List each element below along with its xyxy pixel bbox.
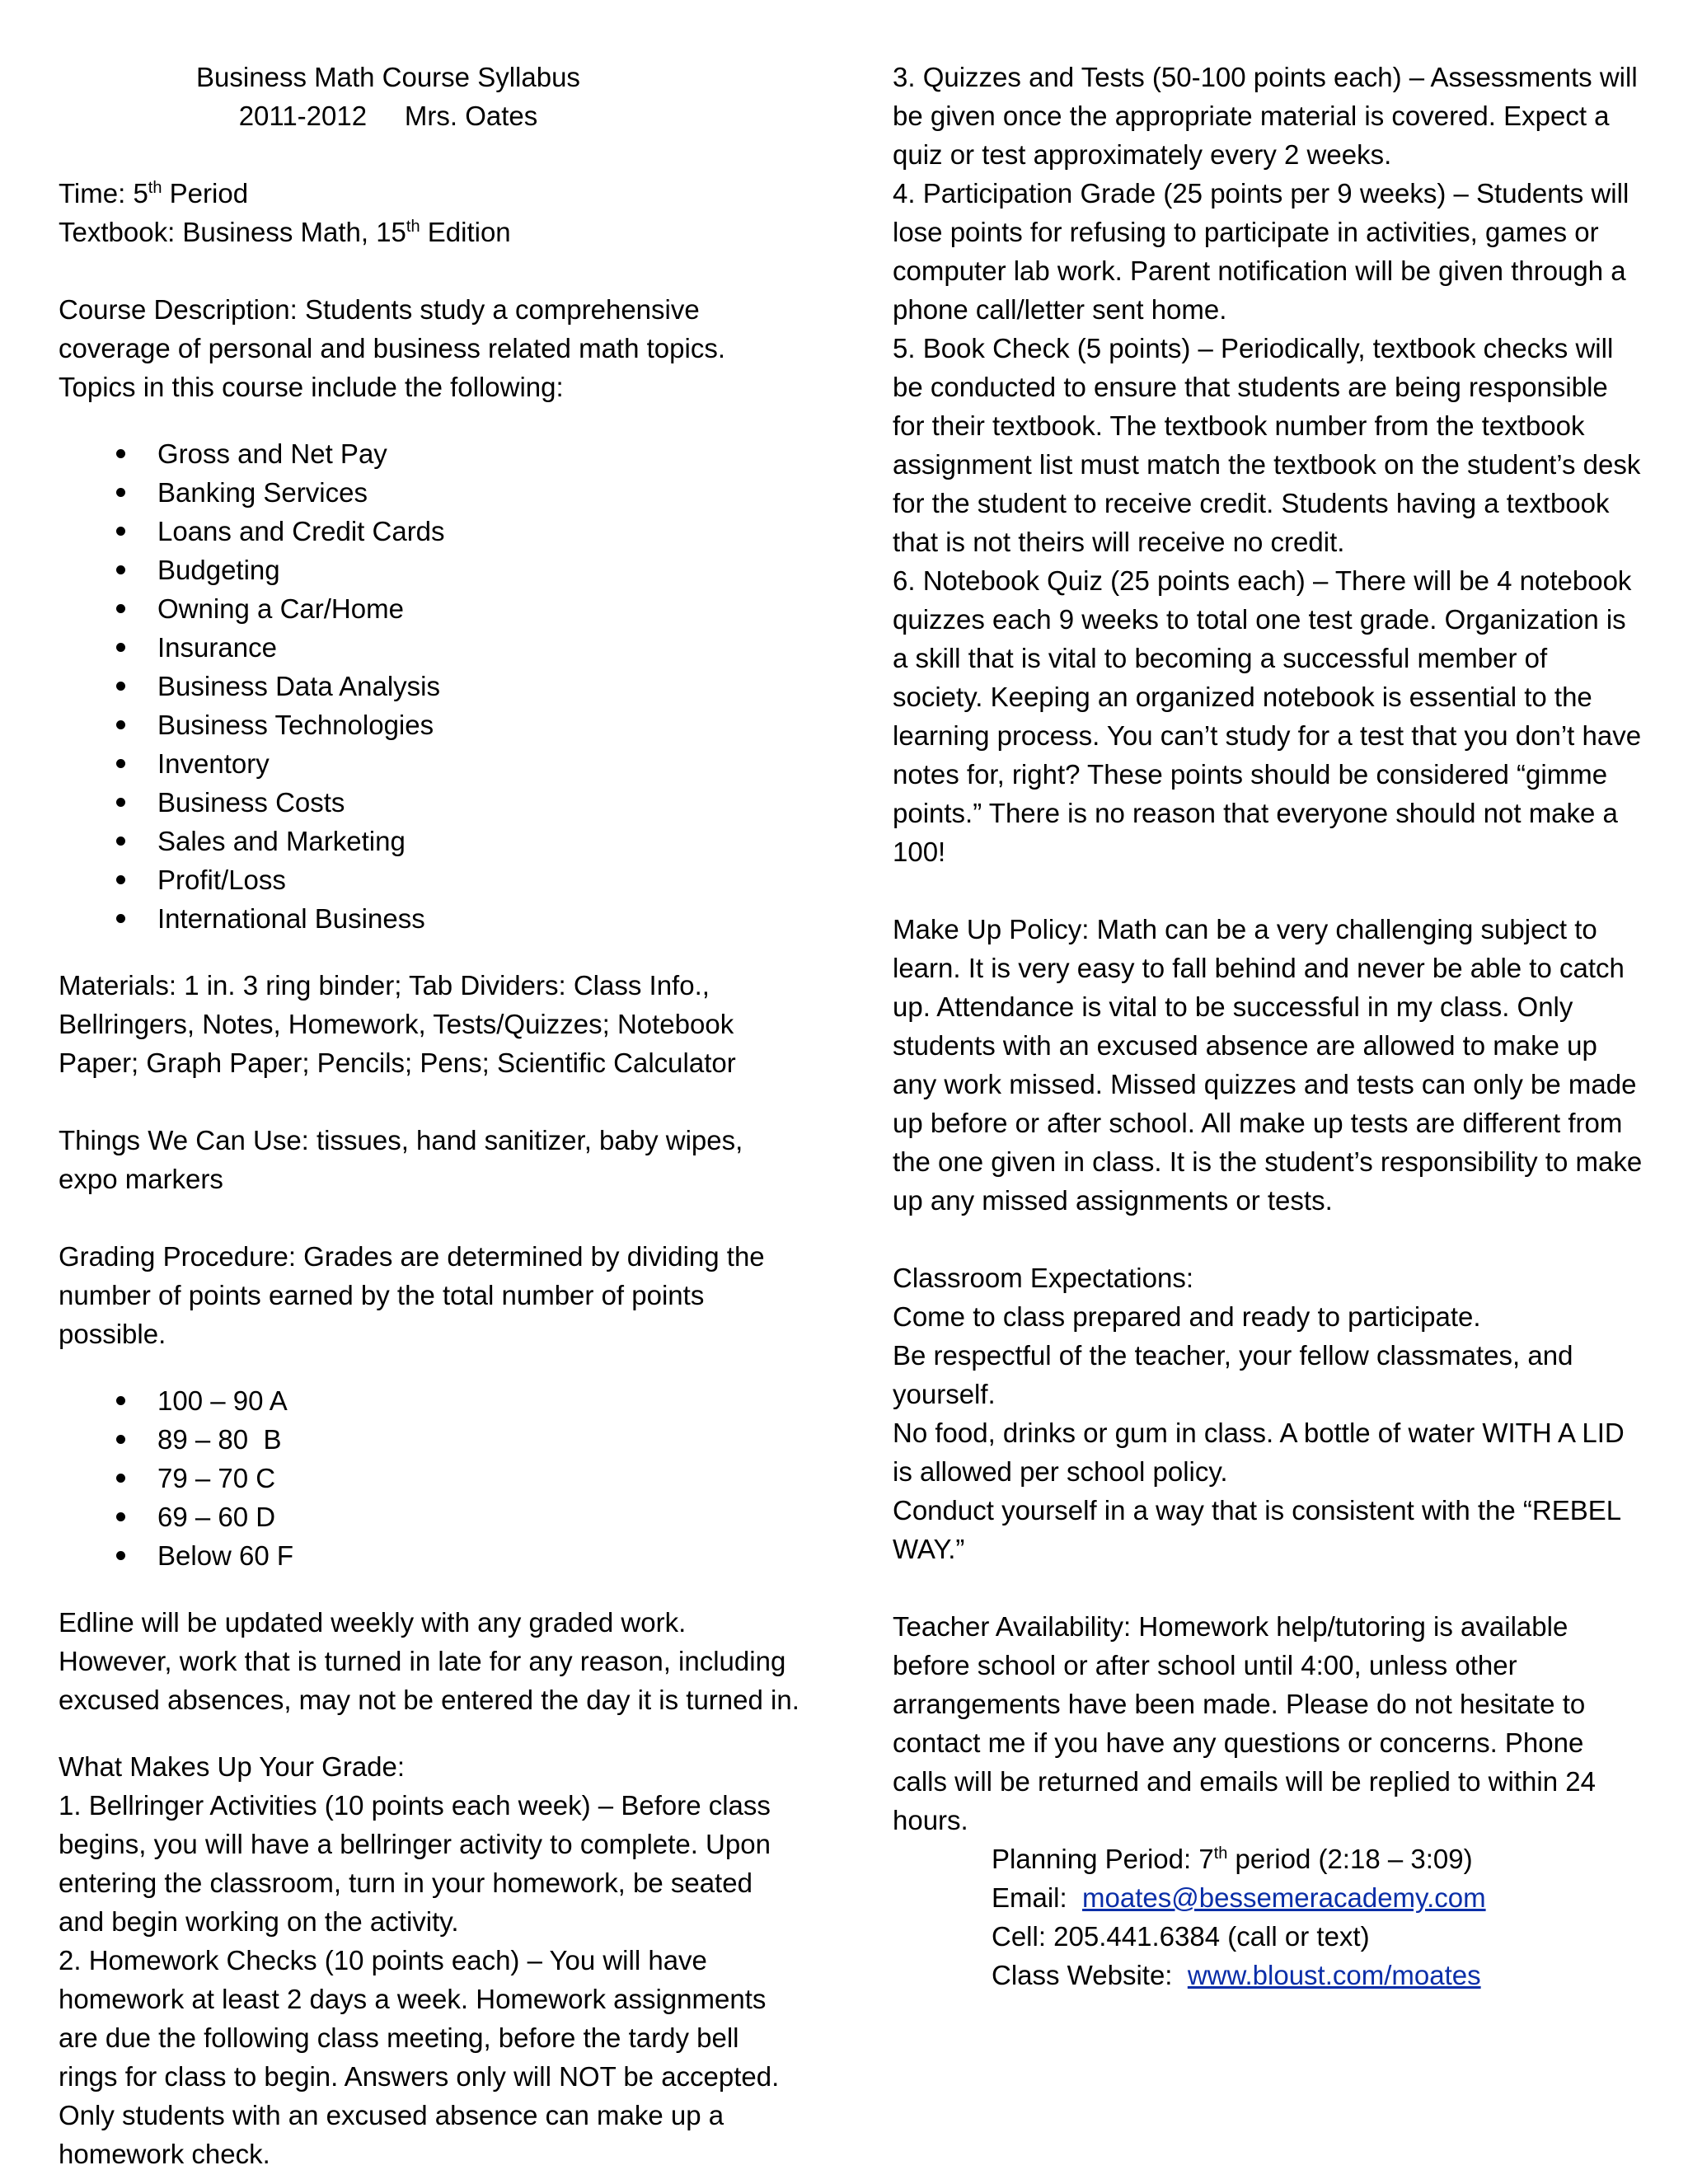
grade-scale-list (59, 1381, 800, 1575)
website-line: Class Website: www.bloust.com/moates (992, 1960, 1481, 1990)
bullet-icon (116, 565, 125, 574)
bullet-icon (116, 488, 125, 497)
teacher-availability: Teacher Availability: Homework help/tutoring is available before school or after school until 4:00, unless other arrangements have been made. Please do not hesitate to contact me if you have any questions or concerns. Phone calls will be returned and emails will be replied to within 24 hours. (893, 1611, 1596, 1835)
grade-item-notebook-quiz: 6. Notebook Quiz (25 points each) – There will be 4 notebook quizzes each 9 weeks to total one test grade. Organization is a skill that is vital to becoming a successful member of society. Keeping an organized notebook is essential to the learning process. You can’t study for a test that you don’t have notes for, right? These points should be considered “gimme points.” There is no reason that everyone should not make a 100! (893, 565, 1642, 867)
email-link[interactable]: moates@bessemeracademy.com (1082, 1882, 1486, 1913)
right-column (893, 58, 1643, 1994)
bullet-icon (116, 643, 125, 652)
list-item: International Business (59, 899, 800, 938)
list-item: Gross and Net Pay (59, 434, 800, 473)
grading-procedure: Grading Procedure: Grades are determined by dividing the number of points earned by the total number of points possible. (59, 1241, 765, 1349)
bullet-icon (116, 1474, 125, 1483)
things-we-can-use: Things We Can Use: tissues, hand sanitizer, baby wipes, expo markers (59, 1125, 743, 1194)
list-item: Owning a Car/Home (59, 589, 800, 628)
bullet-icon (116, 682, 125, 691)
bullet-icon (116, 720, 125, 729)
expectation-item: Be respectful of the teacher, your fellow classmates, and yourself. (893, 1340, 1573, 1409)
contact-info (893, 1840, 1643, 1994)
list-item: Business Costs (59, 783, 800, 822)
course-description: Course Description: Students study a comprehensive coverage of personal and business related math topics. Topics in this course include the following: (59, 294, 725, 402)
bullet-icon (116, 798, 125, 807)
list-item: 89 – 80 B (59, 1420, 800, 1459)
grade-item-book-check: 5. Book Check (5 points) – Periodically, textbook checks will be conducted to ensure that students are being responsible for their textbook. The textbook number from the textbook assignment list must match the textbook on the student’s desk for the student to receive credit. Students having a textbook that is not theirs will receive no credit. (893, 333, 1641, 557)
website-link[interactable]: www.bloust.com/moates (1187, 1960, 1481, 1990)
list-item: Business Technologies (59, 705, 800, 744)
left-column (59, 58, 800, 2173)
expectation-item: No food, drinks or gum in class. A bottle of water WITH A LID is allowed per school policy. (893, 1418, 1625, 1487)
expectation-item: Conduct yourself in a way that is consistent with the “REBEL WAY.” (893, 1495, 1620, 1564)
makeup-policy: Make Up Policy: Math can be a very challenging subject to learn. It is very easy to fall behind and never be able to catch up. Attendance is vital to be successful in my class. Only students with an excused absence are allowed to make up any work missed. Missed quizzes and tests can only be made up before or after school. All make up tests are different from the one given in class. It is the student’s responsibility to make up any missed assignments or tests. (893, 914, 1643, 1216)
list-item: Profit/Loss (59, 860, 800, 899)
planning-period: Planning Period: 7th period (2:18 – 3:09) (992, 1844, 1473, 1874)
grade-item-bellringer: 1. Bellringer Activities (10 points each week) – Before class begins, you will have a bellringer activity to complete. Upon entering the classroom, turn in your homework, be seated and begin working on the activity. (59, 1790, 771, 1937)
bullet-icon (116, 449, 125, 458)
cell-line: Cell: 205.441.6384 (call or text) (992, 1921, 1370, 1952)
bullet-icon (116, 914, 125, 923)
list-item: Budgeting (59, 551, 800, 589)
list-item: Loans and Credit Cards (59, 512, 800, 551)
expectation-item: Come to class prepared and ready to participate. (893, 1301, 1481, 1332)
list-item: Below 60 F (59, 1536, 800, 1575)
list-item: Inventory (59, 744, 800, 783)
bullet-icon (116, 875, 125, 884)
grade-item-homework: 2. Homework Checks (10 points each) – You will have homework at least 2 days a week. Homework assignments are due the following class meeting, before the tardy bell rings for class to begin. Answers only will NOT be accepted. Only students with an excused absence can make up a homework check. (59, 1945, 780, 2169)
edline-note: Edline will be updated weekly with any graded work. However, work that is turned in late for any reason, including excused absences, may not be entered the day it is turned in. (59, 1607, 799, 1715)
textbook-line: Textbook: Business Math, 15th Edition (59, 217, 511, 247)
bullet-icon (116, 604, 125, 613)
grade-item-quizzes: 3. Quizzes and Tests (50-100 points each) – Assessments will be given once the appropriate material is covered. Expect a quiz or test approximately every 2 weeks. (893, 62, 1638, 170)
list-item: 79 – 70 C (59, 1459, 800, 1497)
bullet-icon (116, 1551, 125, 1560)
title-line-2: 2011-2012 Mrs. Oates (238, 101, 538, 131)
bullet-icon (116, 1512, 125, 1521)
materials: Materials: 1 in. 3 ring binder; Tab Dividers: Class Info., Bellringers, Notes, Homework, Tests/Quizzes; Notebook Paper; Graph Paper; Pencils; Pens; Scientific Calculator (59, 970, 736, 1078)
email-line: Email: moates@bessemeracademy.com (992, 1882, 1486, 1913)
bullet-icon (116, 837, 125, 846)
topics-list (59, 434, 800, 938)
bullet-icon (116, 1396, 125, 1405)
list-item: Insurance (59, 628, 800, 667)
list-item: Banking Services (59, 473, 800, 512)
bullet-icon (116, 1435, 125, 1444)
expectations-heading: Classroom Expectations: (893, 1263, 1193, 1293)
list-item: Sales and Marketing (59, 822, 800, 860)
title-line-1: Business Math Course Syllabus (196, 62, 580, 92)
bullet-icon (116, 759, 125, 768)
list-item: 100 – 90 A (59, 1381, 800, 1420)
list-item: 69 – 60 D (59, 1497, 800, 1536)
bullet-icon (116, 527, 125, 536)
time-line: Time: 5th Period (59, 178, 249, 209)
document-title (59, 58, 718, 135)
list-item: Business Data Analysis (59, 667, 800, 705)
grade-item-participation: 4. Participation Grade (25 points per 9 weeks) – Students will lose points for refusing to participate in activities, games or computer lab work. Parent notification will be given through a phone call/letter sent home. (893, 178, 1629, 325)
grade-makeup-heading: What Makes Up Your Grade: (59, 1751, 406, 1782)
